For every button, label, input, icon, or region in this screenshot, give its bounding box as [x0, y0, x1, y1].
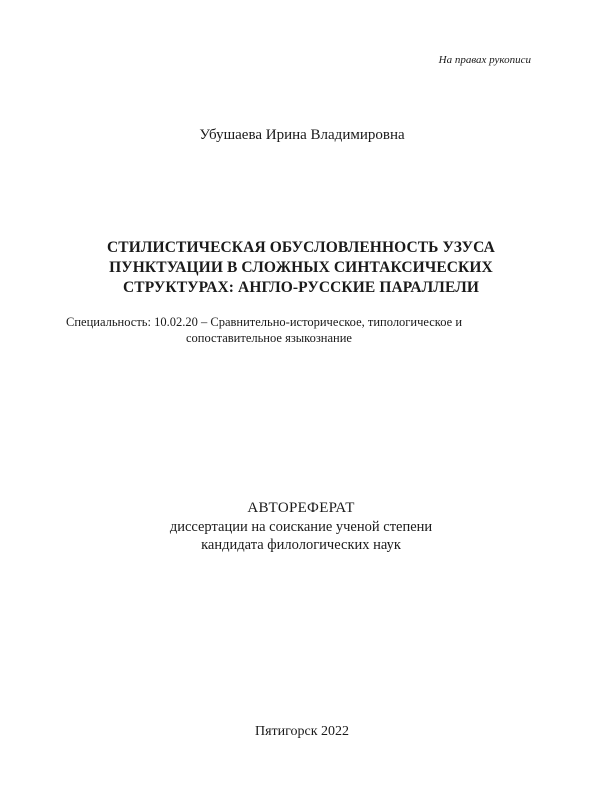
abstract-line: диссертации на соискание ученой степени: [169, 519, 433, 535]
title-line: СТИЛИСТИЧЕСКАЯ ОБУСЛОВЛЕННОСТЬ УЗУСА: [107, 239, 495, 256]
title-line: ПУНКТУАЦИИ В СЛОЖНЫХ СИНТАКСИЧЕСКИХ: [109, 259, 493, 276]
title-line: СТРУКТУРАХ: АНГЛО-РУССКИЕ ПАРАЛЛЕЛИ: [122, 279, 479, 296]
place-and-year: Пятигорск 2022: [254, 724, 350, 739]
abstract-line: кандидата филологических наук: [201, 537, 401, 553]
specialty-block: [66, 314, 536, 346]
abstract-block: [0, 498, 602, 554]
rights-note: На правах рукописи: [438, 54, 531, 66]
dissertation-title: [0, 238, 602, 298]
specialty-line: сопоставительное языкознание: [186, 331, 352, 345]
specialty-line: Специальность: 10.02.20 – Сравнительно-историческое, типологическое и: [66, 315, 463, 329]
author-name: Убушаева Ирина Владимировна: [199, 127, 405, 143]
abstract-heading: АВТОРЕФЕРАТ: [247, 500, 355, 516]
